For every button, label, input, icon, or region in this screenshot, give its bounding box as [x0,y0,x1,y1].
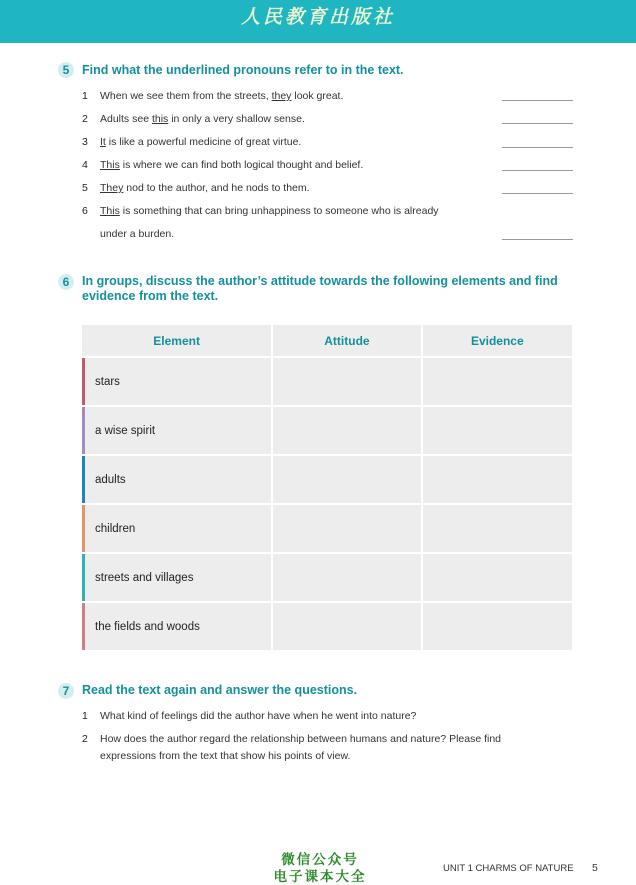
q5-item-6-post: is something that can bring unhappiness to someone who is already [119,205,439,217]
section-6-number: 6 [58,274,74,290]
header-evidence: Evidence [421,325,572,356]
element-cell: stars [82,358,271,405]
q5-item-6-text [100,205,439,217]
q5-item-3-number: 3 [82,136,88,148]
element-cell: adults [82,456,271,503]
q5-item-5-text [100,182,310,194]
q5-item-1-pronoun: they [271,90,292,102]
q7-item-1-number: 1 [82,710,88,722]
q5-item-3-pronoun: It [100,136,106,148]
element-cell: streets and villages [82,554,271,601]
answer-line-3[interactable] [502,147,573,148]
answer-line-6[interactable] [502,239,573,240]
attitude-cell[interactable] [271,505,420,552]
q7-item-2-text: How does the author regard the relationship between humans and nature? Please find [100,733,502,745]
attitude-cell[interactable] [271,603,420,650]
q5-item-6-continuation: under a burden. [100,228,175,240]
section-5-title: Find what the underlined pronouns refer to in the text. [82,63,404,77]
table-row [82,554,572,601]
evidence-cell[interactable] [421,505,572,552]
wechat-watermark-line2: 电子课本大全 [273,869,367,885]
evidence-cell[interactable] [421,407,572,454]
element-cell: the fields and woods [82,603,271,650]
q7-item-1-text: What kind of feelings did the author have when he went into nature? [100,710,417,722]
section-6-title-line2: evidence from the text. [82,289,219,303]
page-number: 5 [592,862,598,874]
evidence-cell[interactable] [421,456,572,503]
attitude-table [82,325,572,650]
q5-item-2-text [100,113,305,125]
q5-item-5-pronoun: They [100,182,124,194]
attitude-cell[interactable] [271,358,420,405]
section-7-title: Read the text again and answer the questions. [82,683,358,697]
header-attitude: Attitude [271,325,420,356]
q5-item-1-text [100,90,343,102]
q5-item-3-post: is like a powerful medicine of great virtue. [105,136,302,148]
table-row [82,407,572,454]
q5-item-2-pre: Adults see [100,113,152,125]
table-header [82,325,572,356]
q5-item-4-number: 4 [82,159,88,171]
q5-item-6-number: 6 [82,205,88,217]
element-cell: children [82,505,271,552]
answer-line-4[interactable] [502,170,573,171]
table-row [82,358,572,405]
table-row [82,456,572,503]
header-element: Element [153,333,200,348]
evidence-cell[interactable] [421,554,572,601]
attitude-cell[interactable] [271,554,420,601]
q5-item-5-number: 5 [82,182,88,194]
q7-item-2-number: 2 [82,733,88,745]
table-row [82,505,572,552]
answer-line-5[interactable] [502,193,573,194]
table-row [82,603,572,650]
q5-item-4-text [100,159,363,171]
footer-unit-title: UNIT 1 CHARMS OF NATURE [443,863,574,874]
section-5-number: 5 [58,62,74,78]
evidence-cell[interactable] [421,603,572,650]
evidence-cell[interactable] [421,358,572,405]
q5-item-1-pre: When we see them from the streets, [100,90,272,102]
attitude-cell[interactable] [271,407,420,454]
wechat-watermark-line1: 微信公众号 [281,852,359,868]
element-cell: a wise spirit [82,407,271,454]
q7-item-2-continuation: expressions from the text that show his points of view. [100,750,351,762]
q5-item-2-pronoun: this [151,113,169,125]
attitude-cell[interactable] [271,456,420,503]
answer-line-2[interactable] [502,123,573,124]
q5-item-4-pronoun: This [100,159,120,171]
q5-item-1-number: 1 [82,90,88,102]
q5-item-1-post: look great. [291,90,344,102]
publisher-logo: 人民教育出版社 [240,6,395,28]
q5-item-6-pronoun: This [100,205,120,217]
section-6-title-line1: In groups, discuss the author’s attitude towards the following elements and find [82,274,558,288]
q5-item-2-post: in only a very shallow sense. [168,113,305,125]
q5-item-5-post: nod to the author, and he nods to them. [123,182,310,194]
q5-item-4-post: is where we can find both logical thought and belief. [119,159,364,171]
section-7-number: 7 [58,683,74,699]
q5-item-3-text [100,136,301,148]
q5-item-2-number: 2 [82,113,88,125]
answer-line-1[interactable] [502,100,573,101]
